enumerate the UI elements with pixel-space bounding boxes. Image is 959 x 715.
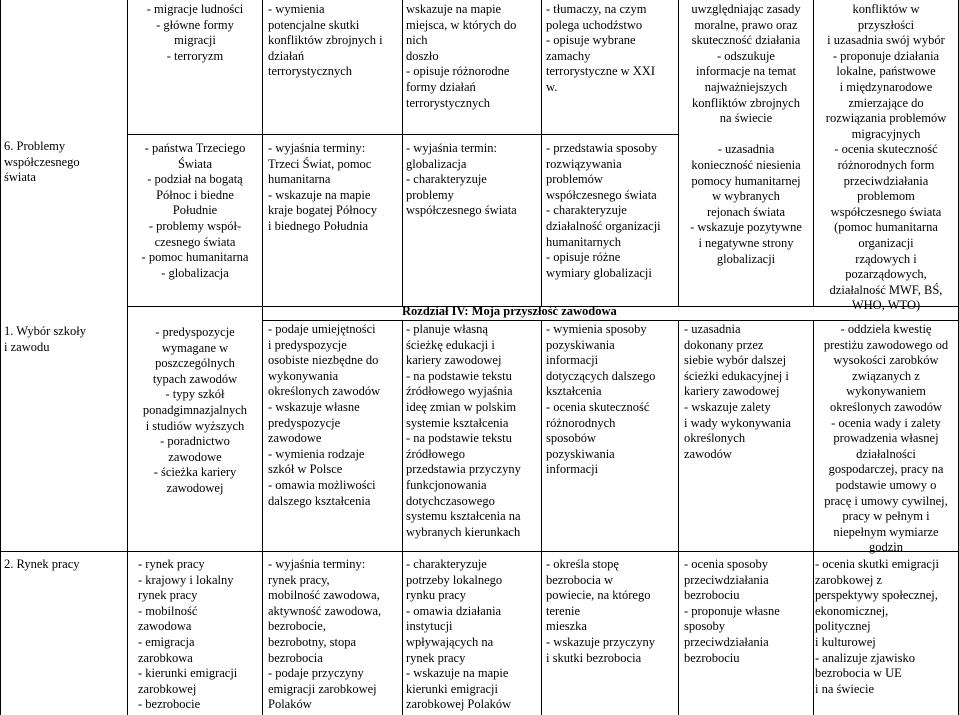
requirement-cell: - wyjaśnia terminy: Trzeci Świat, pomoc humanitarna - wskazuje na mapie kraje bogatej Północy i biednego Południa <box>268 141 377 233</box>
requirement-cell: - wyjaśnia terminy: rynek pracy, mobilność zawodowa, aktywność zawodowa, bezrobocie, bezrobotny, stopa bezrobocia - podaje przyczyny emigracji zarobkowej Polaków <box>268 557 382 712</box>
topic-cell: - migracje ludności - główne formy migracji - terroryzm <box>146 2 244 63</box>
requirement-cell: - wymienia potencjalne skutki konfliktów zbrojnych i działań terrorystycznych <box>268 2 383 79</box>
row-divider <box>262 320 959 321</box>
requirement-cell: wskazuje na mapie miejsca, w których do nich doszło - opisuje różnorodne formy działań terrorystycznych <box>406 2 517 110</box>
requirement-cell: - określa stopę bezrobocia w powiecie, na którego terenie mieszka - wskazuje przyczyny i skutki bezrobocia <box>546 557 655 665</box>
requirement-cell: konfliktów w przyszłości i uzasadnia swój wybór - proponuje działania lokalne, państwowe i międzynarodowe zmierzające do rozwiązania problemów migracyjnych - ocenia skuteczność różnorodnych form przeciwdziałania problemom współczesnego świata (pomoc humanitarna organizacji rządowych i pozarządowych, działalność MWF, BŚ, WHO, WTO) <box>825 2 947 313</box>
section-label: 1. Wybór szkoły i zawodu <box>4 324 86 354</box>
topic-cell: - predyspozycje wymagane w poszczególnych typach zawodów - typy szkół ponadgimnazjalnych i studiów wyższych - poradnictwo zawodowe - ścieżka kariery zawodowej <box>142 325 248 495</box>
topic-cell: - rynek pracy - krajowy i lokalny rynek pracy - mobilność zawodowa - emigracja zarobkowa - kierunki emigracji zarobkowej - bezrobocie <box>138 557 238 712</box>
requirement-cell: - ocenia skutki emigracji zarobkowej z perspektywy społecznej, ekonomicznej, politycznej i kulturowej - analizuje zjawisko bezrobocia w UE i na świecie <box>815 557 939 696</box>
requirement-cell: - wyjaśnia termin: globalizacja - charakteryzuje problemy współczesnego świata <box>406 141 517 218</box>
column-divider <box>402 0 403 306</box>
section-label: 6. Problemy współczesnego świata <box>4 139 80 185</box>
requirement-cell: - wymienia sposoby pozyskiwania informacji dotyczących dalszego kształcenia - ocenia skuteczność różnorodnych sposobów pozyskiwania informacji <box>546 322 656 477</box>
requirement-cell: - charakteryzuje potrzeby lokalnego rynku pracy - omawia działania instytucji wpływających na rynek pracy - wskazuje na mapie kierunki emigracji zarobkowej Polaków <box>406 557 512 712</box>
topic-cell: - państwa Trzeciego Świata - podział na bogatą Północ i biedne Południe - problemy współ- czesnego świata - pomoc humanitarna - globalizacja <box>141 141 249 280</box>
column-divider <box>541 320 542 715</box>
column-divider <box>402 320 403 715</box>
table-border-left <box>0 0 1 715</box>
requirement-cell: - przedstawia sposoby rozwiązywania problemów współczesnego świata - charakteryzuje działalność organizacji humanitarnych - opisuje różne wymiary globalizacji <box>546 141 661 280</box>
requirement-cell: - oddziela kwestię prestiżu zawodowego od wysokości zarobków związanych z wykonywaniem określonych zawodów - ocenia wady i zalety prowadzenia własnej działalności gospodarczej, pracy na podstawie umowy o pracę i umowy cywilnej, pracy w pełnym i niepełnym wymiarze godzin <box>823 322 949 555</box>
column-divider <box>262 0 263 715</box>
requirement-cell: uwzględniając zasady moralne, prawo oraz skuteczność działania - odszukuje informacje na temat najważniejszych konfliktów zbrojnych na świecie - uzasadnia konieczność niesienia pomocy humanitarnej w wybranych rejonach świata - wskazuje pozytywne i negatywne strony globalizacji <box>690 2 802 266</box>
section-label: 2. Rynek pracy <box>4 557 80 571</box>
section-heading: Rozdział IV: Moja przyszłość zawodowa <box>402 304 617 318</box>
requirement-cell: - uzasadnia dokonany przez siebie wybór dalszej ścieżki edukacyjnej i kariery zawodowej - wskazuje zalety i wady wykonywania określonych zawodów <box>684 322 791 461</box>
row-divider <box>127 134 679 135</box>
requirement-cell: - ocenia sposoby przeciwdziałania bezrobociu - proponuje własne sposoby przeciwdziałania bezrobociu <box>684 557 780 665</box>
requirement-cell: - planuje własną ścieżkę edukacji i kariery zawodowej - na podstawie tekstu źródłowego wyjaśnia ideę zmian w polskim systemie kształcenia - na podstawie tekstu źródłowego przedstawia przyczyny funkcjonowania dotychczasowego systemu kształcenia na wybranych kierunkach <box>406 322 521 539</box>
requirement-cell: - podaje umiejętności i predyspozycje osobiste niezbędne do wykonywania określonych zawodów - wskazuje własne predyspozycje zawodowe - wymienia rodzaje szkół w Polsce - omawia możliwości dalszego kształcenia <box>268 322 381 508</box>
requirement-cell: - tłumaczy, na czym polega uchodźstwo - opisuje wybrane zamachy terrorystyczne w XXI w. <box>546 2 655 94</box>
column-divider <box>541 0 542 306</box>
